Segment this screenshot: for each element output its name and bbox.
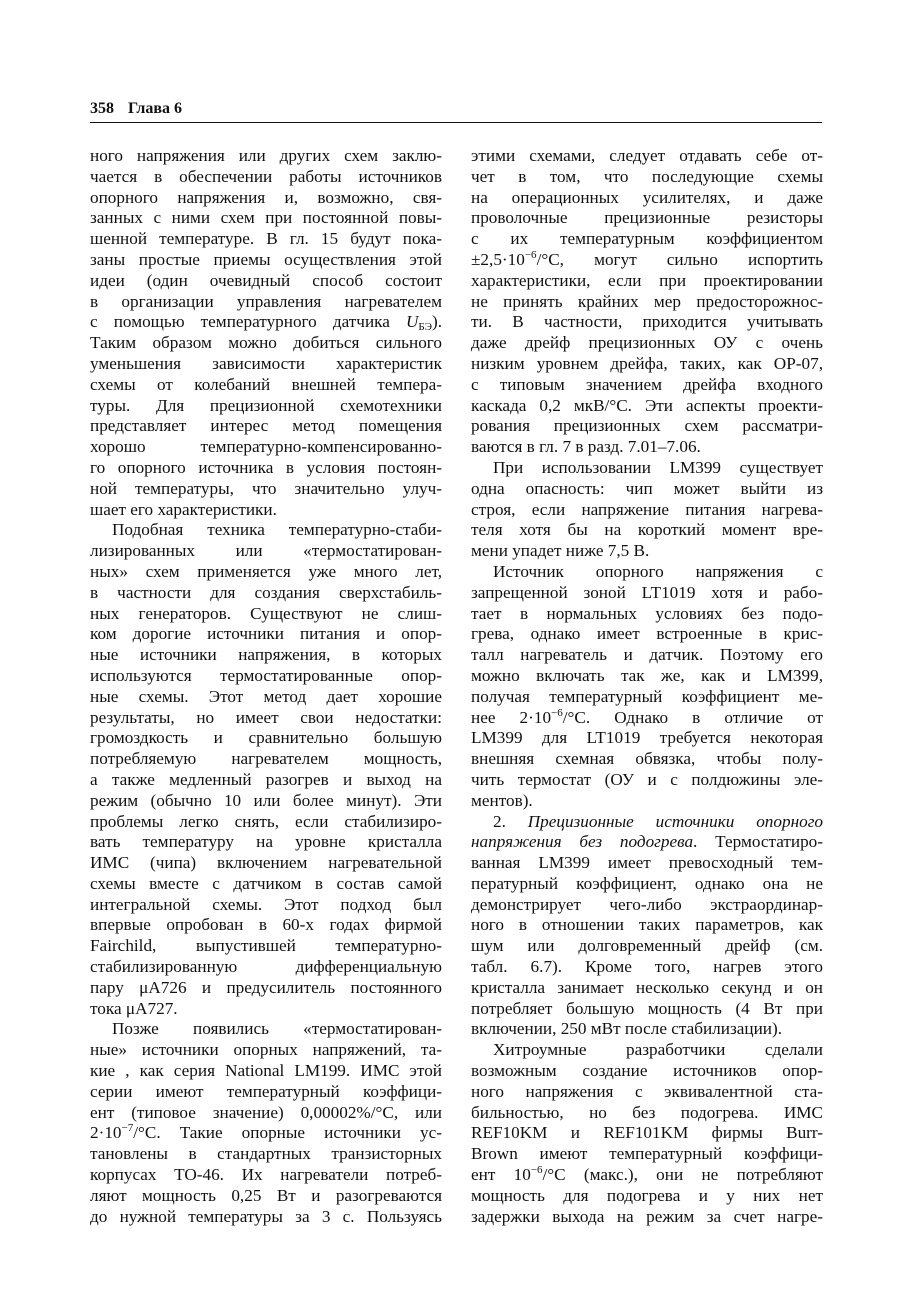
text-line: серии имеют температурный коэффици- bbox=[90, 1081, 442, 1101]
text-line: в организации управления нагревателем bbox=[90, 291, 442, 311]
paragraph bbox=[471, 1040, 823, 1227]
text-line: тока μA727. bbox=[90, 998, 178, 1018]
text-line: можно включать так же, как и LM399, bbox=[471, 665, 823, 685]
text-line: чить термостат (ОУ и с полдюжины эле- bbox=[471, 769, 823, 789]
superscript: −6 bbox=[551, 706, 563, 719]
left-column bbox=[90, 146, 442, 1227]
text-segment: Прецизионные источники опорного bbox=[527, 811, 823, 831]
paragraph bbox=[471, 458, 823, 562]
text-line: проблемы легко снять, если стабилизиро- bbox=[90, 811, 442, 831]
text-line: представляет интерес метод помещения bbox=[90, 416, 442, 436]
text-line: не принять крайних мер предосторожнос- bbox=[471, 291, 823, 311]
text-line: REF10KM и REF101KM фирмы Burr- bbox=[471, 1123, 823, 1143]
right-column bbox=[471, 146, 823, 1227]
text-segment: /°C. Такие опорные источники ус- bbox=[133, 1123, 442, 1143]
text-line: проволочные прецизионные резисторы bbox=[471, 208, 823, 228]
text-line: потребляемую нагревателем мощность, bbox=[90, 749, 442, 769]
text-segment: /°C. Однако в отличие от bbox=[562, 707, 823, 727]
text-segment: /°C, могут сильно испортить bbox=[536, 249, 823, 269]
text-line: ных генераторов. Существуют не слиш- bbox=[90, 603, 442, 623]
text-line bbox=[471, 708, 823, 729]
subscript: БЭ bbox=[418, 321, 432, 334]
text-line: кристалла занимает несколько секунд и он bbox=[471, 977, 823, 997]
superscript: −6 bbox=[530, 1164, 543, 1177]
text-segment: U bbox=[405, 312, 419, 332]
text-line: ных» схем применяется уже много лет, bbox=[90, 561, 442, 581]
text-line: в частности для создания сверхстабиль- bbox=[90, 582, 442, 602]
text-line: стабилизированную дифференциальную bbox=[90, 957, 442, 977]
text-line: внешняя схемная обвязка, чтобы полу- bbox=[471, 749, 823, 769]
text-line: получая температурный коэффициент ме- bbox=[471, 686, 823, 706]
running-header bbox=[90, 98, 822, 123]
text-line: пару μA726 и предусилитель постоянного bbox=[90, 977, 442, 997]
paragraph bbox=[471, 562, 823, 812]
text-line: а также медленный разогрев и выход на bbox=[90, 769, 442, 789]
text-line: опорного напряжения и, возможно, свя- bbox=[90, 187, 442, 207]
text-line: возможным создание источников опор- bbox=[471, 1061, 823, 1081]
text-line: ментов). bbox=[471, 790, 533, 810]
paragraph bbox=[90, 1019, 442, 1227]
text-line: шенной температуре. В гл. 15 будут пока- bbox=[90, 229, 442, 249]
text-segment: . Термостатиро- bbox=[693, 832, 824, 852]
text-line: впервые опробован в 60-х годах фирмой bbox=[90, 915, 442, 935]
text-line: задержки выхода на режим за счет нагре- bbox=[471, 1206, 823, 1226]
text-line: даже дрейф прецизионных ОУ с очень bbox=[471, 333, 823, 353]
chapter-title: Глава 6 bbox=[128, 100, 182, 117]
text-line: грева, однако имеет встроенные в крис- bbox=[471, 624, 823, 644]
text-segment: напряжения без подогрева bbox=[471, 832, 694, 852]
text-line: мощность для подогрева и у них нет bbox=[471, 1185, 823, 1205]
text-line: го опорного источника в условия постоян- bbox=[90, 457, 442, 477]
text-line: ком дорогие источники питания и опор- bbox=[90, 624, 442, 644]
text-segment: 2. bbox=[493, 811, 528, 831]
text-line: ного напряжения с эквивалентной ста- bbox=[471, 1081, 823, 1101]
text-line: чается в обеспечении работы источников bbox=[90, 166, 442, 186]
text-line: вать температуру на уровне кристалла bbox=[90, 832, 442, 852]
text-line: ные» источники опорных напряжений, та- bbox=[90, 1040, 442, 1060]
text-line: уменьшения зависимости характеристик bbox=[90, 353, 442, 373]
text-line bbox=[90, 312, 442, 333]
text-line: Brown имеют температурный коэффици- bbox=[471, 1144, 823, 1164]
text-line: табл. 6.7). Кроме того, нагрев этого bbox=[471, 957, 823, 977]
text-line: бильностью, но без подогрева. ИМС bbox=[471, 1102, 823, 1122]
text-line: шает его характеристики. bbox=[90, 499, 277, 519]
text-line: ваются в гл. 7 в разд. 7.01–7.06. bbox=[471, 437, 701, 457]
text-segment: ). bbox=[431, 312, 442, 332]
page-number: 358 bbox=[90, 100, 114, 117]
text-segment: ±2,5·10 bbox=[471, 249, 525, 269]
text-line: ной температуры, что значительно улуч- bbox=[90, 478, 442, 498]
text-line: строя, если напряжение питания нагрева- bbox=[471, 499, 823, 519]
text-line bbox=[90, 1123, 442, 1144]
text-line: тает в нормальных условиях без подо- bbox=[471, 603, 823, 623]
text-line: лизированных или «термостатирован- bbox=[90, 541, 442, 561]
text-line: ти. В частности, приходится учитывать bbox=[471, 312, 823, 332]
text-line: каскада 0,2 мкВ/°C. Эти аспекты проекти- bbox=[471, 395, 823, 415]
text-line: пературный коэффициент, однако она не bbox=[471, 873, 823, 893]
text-line: LM399 для LT1019 требуется некоторая bbox=[471, 728, 823, 748]
text-segment: нее 2·10 bbox=[471, 707, 552, 727]
text-line: используются термостатированные опор- bbox=[90, 665, 442, 685]
text-line: потребляет большую мощность (4 Вт при bbox=[471, 998, 823, 1018]
text-line: ент (типовое значение) 0,00002%/°C, или bbox=[90, 1102, 442, 1122]
text-line bbox=[471, 832, 823, 853]
text-segment: 2·10 bbox=[90, 1123, 122, 1143]
text-line bbox=[471, 812, 823, 833]
text-line: характеристики, если при проектировании bbox=[471, 270, 823, 290]
text-line bbox=[471, 1165, 823, 1186]
superscript: −6 bbox=[524, 248, 537, 261]
paragraph bbox=[471, 146, 823, 458]
text-segment: /°C (макс.), они не потребляют bbox=[542, 1165, 823, 1185]
text-line bbox=[471, 250, 823, 271]
text-line: громоздкость и сравнительно большую bbox=[90, 728, 442, 748]
text-line: интегральной схемы. Этот подход был bbox=[90, 894, 442, 914]
paragraph bbox=[471, 812, 823, 1041]
text-line: демонстрирует чего-либо экстраординар- bbox=[471, 894, 823, 914]
text-line: Таким образом можно добиться сильного bbox=[90, 333, 442, 353]
text-line: тановлены в стандартных транзисторных bbox=[90, 1144, 442, 1164]
text-line: ные схемы. Этот метод дает хорошие bbox=[90, 686, 442, 706]
text-line: с типовым значением дрейфа входного bbox=[471, 374, 823, 394]
text-line: Подобная техника температурно-стаби- bbox=[112, 520, 442, 540]
text-line: схемы от колебаний внешней темпера- bbox=[90, 374, 442, 394]
text-line: режим (обычно 10 или более минут). Эти bbox=[90, 790, 442, 810]
text-line: Позже появились «термостатирован- bbox=[112, 1019, 442, 1039]
text-line: кие , как серия National LM199. ИМС этой bbox=[90, 1061, 442, 1081]
text-line: ванная LM399 имеет превосходный тем- bbox=[471, 853, 823, 873]
text-line: корпусах TO-46. Их нагреватели потреб- bbox=[90, 1165, 442, 1185]
text-line: ные источники напряжения, в которых bbox=[90, 645, 442, 665]
text-line: ИМС (чипа) включением нагревательной bbox=[90, 853, 442, 873]
text-line: ного в отношении таких параметров, как bbox=[471, 915, 823, 935]
text-segment: ент 10 bbox=[471, 1165, 531, 1185]
text-line: ного напряжения или других схем заклю- bbox=[90, 146, 442, 165]
text-line: схемы вместе с датчиком в состав самой bbox=[90, 873, 442, 893]
paragraph bbox=[90, 146, 442, 520]
superscript: −7 bbox=[121, 1122, 134, 1135]
text-line: теля хотя бы на короткий момент вре- bbox=[471, 520, 823, 540]
text-line: с их температурным коэффициентом bbox=[471, 229, 823, 249]
text-line: Источник опорного напряжения с bbox=[493, 561, 823, 581]
text-line: запрещенной зоной LT1019 хотя и рабо- bbox=[471, 582, 823, 602]
paragraph bbox=[90, 520, 442, 1019]
text-line: результаты, но имеет свои недостатки: bbox=[90, 707, 442, 727]
text-line: до нужной температуры за 3 с. Пользуясь bbox=[90, 1206, 442, 1226]
text-line: шум или долговременный дрейф (см. bbox=[471, 936, 823, 956]
text-line: При использовании LM399 существует bbox=[493, 457, 823, 477]
text-line: хорошо температурно-компенсированно- bbox=[90, 437, 442, 457]
text-line: рования прецизионных схем рассматри- bbox=[471, 416, 823, 436]
text-line: этими схемами, следует отдавать себе от- bbox=[471, 146, 823, 165]
text-line: на операционных усилителях, и даже bbox=[471, 187, 823, 207]
text-line: чет в том, что последующие схемы bbox=[471, 166, 823, 186]
text-line: идеи (один очевидный способ состоит bbox=[90, 270, 442, 290]
text-line: талл нагреватель и датчик. Поэтому его bbox=[471, 645, 823, 665]
text-line: заны простые приемы осуществления этой bbox=[90, 249, 442, 269]
text-segment: с помощью температурного датчика bbox=[90, 312, 406, 332]
text-line: ляют мощность 0,25 Вт и разогреваются bbox=[90, 1185, 442, 1205]
text-line: туры. Для прецизионной схемотехники bbox=[90, 395, 442, 415]
text-line: Хитроумные разработчики сделали bbox=[493, 1040, 823, 1060]
text-line: Fairchild, выпустившей температурно- bbox=[90, 936, 442, 956]
text-line: мени упадет ниже 7,5 В. bbox=[471, 541, 650, 561]
text-line: низким уровнем дрейфа, таких, как OP-07, bbox=[471, 353, 823, 373]
text-line: занных с ними схем при постоянной повы- bbox=[90, 208, 442, 228]
text-line: включении, 250 мВт после стабилизации). bbox=[471, 1019, 782, 1039]
text-line: одна опасность: чип может выйти из bbox=[471, 478, 823, 498]
